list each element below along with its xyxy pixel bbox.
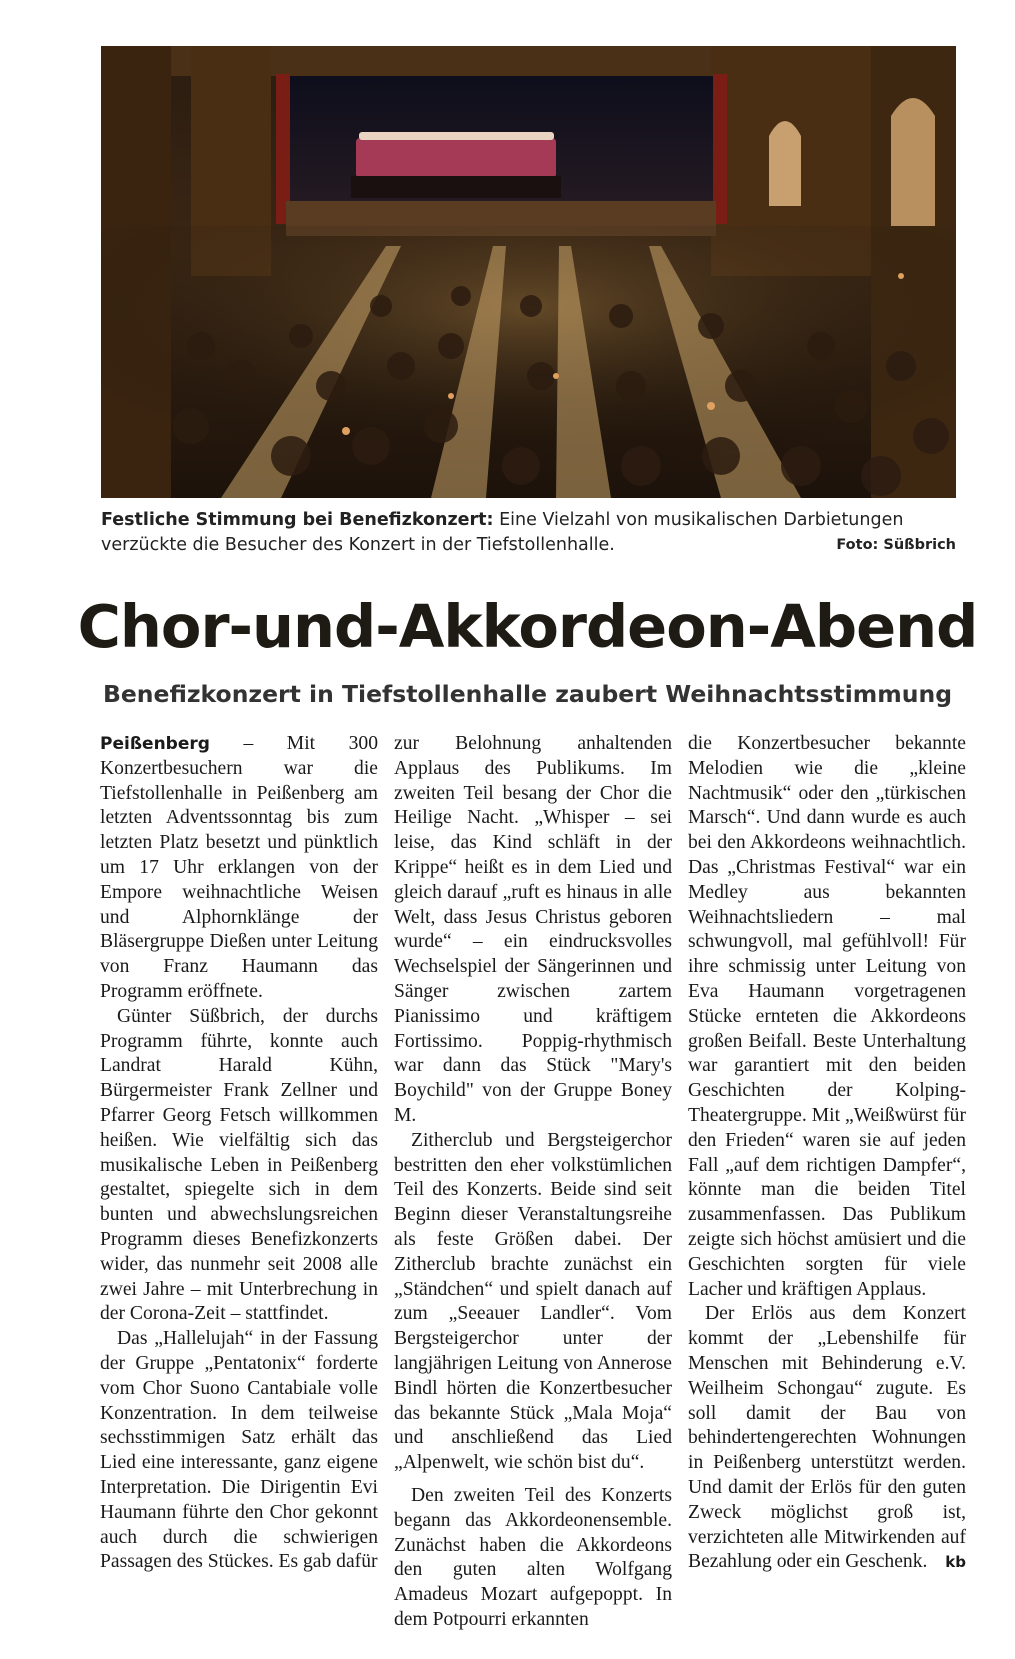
subheadline: Benefizkonzert in Tiefstollenhalle zaubert Weihnachtsstimmung — [102, 680, 953, 708]
concert-hall-image — [101, 46, 956, 498]
concert-hall-photo — [101, 46, 956, 498]
article-paragraph: Den zweiten Teil des Konzerts begann das Akkordeonensemble. Zunächst haben die Akkordeons den guten alten Wolfgang Amadeus Mozart aufgepoppt. In dem Potpourri erkannten — [394, 1484, 672, 1630]
caption-lead: Festliche Stimmung bei Benefizkonzert: — [101, 510, 494, 530]
article-column-3 — [688, 732, 966, 1575]
article-paragraph: zur Belohnung anhaltenden Applaus des Publikums. Im zweiten Teil besang der Chor die Heilige Nacht. „Whisper – sei leise, das Kind schläft in der Krippe“ heißt es in dem Lied und gleich darauf „ruft es hinaus in alle Welt, dass Jesus Christus geboren wurde“ – ein eindrucksvolles Wechselspiel der Sängerinnen und Sänger zwischen zartem Pianissimo und kräftigem Fortissimo. Poppig-rhythmisch war dann das Stück "Mary's Boychild" von der Gruppe Boney M. — [394, 733, 672, 1126]
article-paragraph: Zitherclub und Bergsteigerchor bestritten den eher volkstümlichen Teil des Konzerts. Beide sind seit Beginn dieser Veranstaltungsreihe als feste Größen dabei. Der Zitherclub brachte zunächst ein „Ständchen“ und spielt danach auf zum „Seeauer Landler“. Vom Bergsteigerchor unter der langjährigen Leitung von Annerose Bindl hörten die Konzertbesucher das bekannte Stück „Mala Moja“ und anschließend das Lied „Alpenwelt, wie schön bist du“. — [394, 1129, 672, 1474]
author-initials: kb — [945, 1553, 966, 1572]
article-paragraph: die Konzertbesucher bekannte Melodien wie die „kleine Nachtmusik“ oder den „türkischen Marsch“. Und dann wurde es auch bei den Akkordeons weihnachtlich. Das „Christmas Festival“ war ein Medley aus bekannten Weihnachtsliedern – mal schwungvoll, mal gefühlvoll! Für ihre schmissig unter Leitung von Eva Haumann vorgetragenen Stücke ernteten die Akkordeons großen Beifall. Beste Unterhaltung war garantiert mit den beiden Geschichten der Kolping-Theatergruppe. Mit „Weißwürst für den Frieden“ waren sie auf jeden Fall „auf dem richtigen Dampfer“, könnte man die beiden Titel zusammenfassen. Das Publikum zeigte sich höchst amüsiert und die Geschichten sorgten für viele Lacher und kräftigen Applaus. — [688, 733, 966, 1300]
article-column-2 — [394, 732, 672, 1633]
article-paragraph: Das „Hallelujah“ in der Fassung der Gruppe „Pentatonix“ forderte vom Chor Suono Cantabiale volle Konzentration. In dem teilweise sechsstimmigen Satz erhält das Lied eine interessante, ganz eigene Interpretation. Die Dirigentin Evi Haumann führte den Chor gekonnt auch durch die schwierigen Passagen des Stückes. Es gab dafür — [100, 1328, 378, 1573]
photo-credit: Foto: Süßbrich — [836, 537, 956, 553]
headline: Chor-und-Akkordeon-Abend — [77, 592, 978, 661]
paragraph-text: Der Erlös aus dem Konzert kommt der „Lebenshilfe für Menschen mit Behinderung e.V. Weilheim Schongau“ zugute. Es soll damit der Bau von behindertengerechten Wohnungen in Peißenberg unterstützt werden. Und damit der Erlös für den guten Zweck möglichst groß ist, verzichteten alle Mitwirkenden auf Bezahlung oder ein Geschenk. — [688, 1303, 966, 1573]
caption-text: Eine Vielzahl von musikalischen Darbietungen verzückte die Besucher des Konzert in der Tiefstollenhalle. — [101, 510, 904, 555]
dateline: Peißenberg — [100, 734, 210, 754]
article-paragraph — [688, 1302, 966, 1575]
article-paragraph — [100, 732, 378, 1005]
paragraph-text: – Mit 300 Konzertbesuchern war die Tiefstollenhalle in Peißenberg am letzten Adventssonntag bis zum letzten Platz besetzt und pünktlich um 17 Uhr erklangen von der Empore weihnachtliche Weisen und Alphornklänge der Bläsergruppe Dießen unter Leitung von Franz Haumann das Programm eröffnete. — [100, 733, 378, 1002]
article-paragraph: Günter Süßbrich, der durchs Programm führte, konnte auch Landrat Harald Kühn, Bürgermeister Frank Zellner und Pfarrer Georg Fetsch willkommen heißen. Wie vielfältig sich das musikalische Leben in Peißenberg gestaltet, spiegelte sich in dem bunten und abwechslungsreichen Programm dieses Benefizkonzerts wider, das nunmehr seit 2008 alle zwei Jahre – mit Unterbrechung in der Corona-Zeit – stattfindet. — [100, 1005, 378, 1325]
photo-caption — [101, 508, 956, 558]
article-column-1 — [100, 732, 378, 1575]
